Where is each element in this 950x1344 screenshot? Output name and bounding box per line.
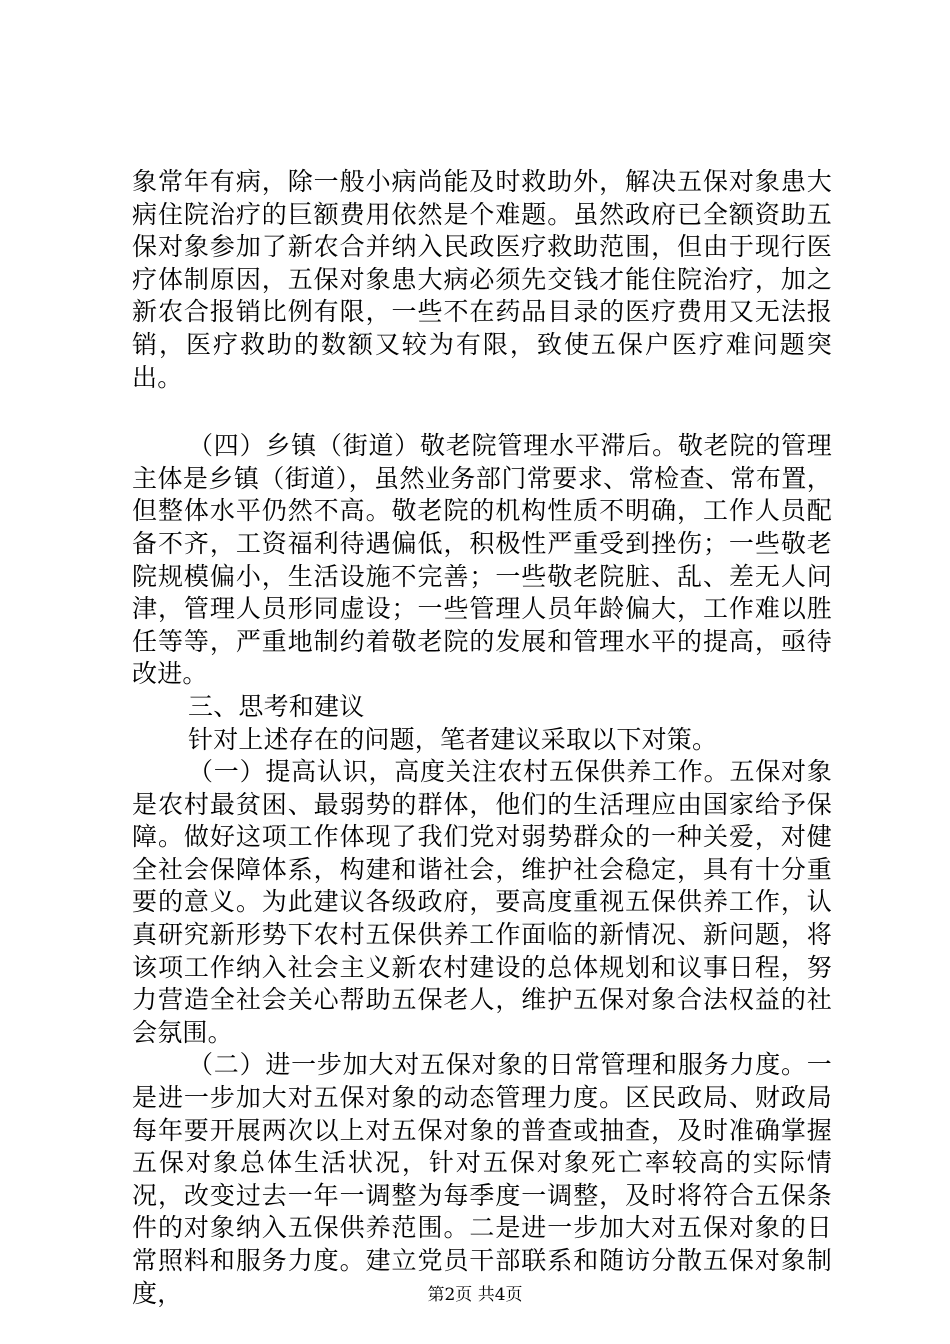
paragraph-countermeasures-intro: 针对上述存在的问题，笔者建议采取以下对策。 <box>188 724 718 754</box>
page-footer: 第2页 共4页 <box>427 1285 523 1305</box>
paragraph-daily-management: （二）进一步加大对五保对象的日常管理和服务力度。一是进一步加大对五保对象的动态管理力度。区民政局、财政局每年要开展两次以上对五保对象的普查或抽查，及时准确掌握五保对象总体生活状况，针对五保对象死亡率较高的实际情况，改变过去一年一调整为每季度一调整，及时将符合五保条件的对象纳入五保供养范围。二是进一步加大对五保对象的日常照料和服务力度。建立党员干部联系和随访分散五保对象制度， <box>132 1050 832 1308</box>
paragraph-medical-difficulty: 象常年有病，除一般小病尚能及时救助外，解决五保对象患大病住院治疗的巨额费用依然是个难题。虽然政府已全额资助五保对象参加了新农合并纳入民政医疗救助范围，但由于现行医疗体制原因，五保对象患大病必须先交钱才能住院治疗，加之新农合报销比例有限，一些不在药品目录的医疗费用又无法报销，医疗救助的数额又较为有限，致使五保户医疗难问题突出。 <box>132 167 832 392</box>
document-body <box>132 166 832 1310</box>
paragraph-raise-awareness: （一）提高认识，高度关注农村五保供养工作。五保对象是农村最贫困、最弱势的群体，他们的生活理应由国家给予保障。做好这项工作体现了我们党对弱势群众的一种关爱，对健全社会保障体系，构建和谐社会，维护社会稳定，具有十分重要的意义。为此建议各级政府，要高度重视五保供养工作，认真研究新形势下农村五保供养工作面临的新情况、新问题，将该项工作纳入社会主义新农村建设的总体规划和议事日程，努力营造全社会关心帮助五保老人，维护五保对象合法权益的社会氛围。 <box>132 757 832 1047</box>
paragraph-nursing-home-management: （四）乡镇（街道）敬老院管理水平滞后。敬老院的管理主体是乡镇（街道），虽然业务部门常要求、常检查、常布置，但整体水平仍然不高。敬老院的机构性质不明确，工作人员配备不齐，工资福利待遇偏低，积极性严重受到挫伤；一些敬老院规模偏小，生活设施不完善；一些敬老院脏、乱、差无人问津，管理人员形同虚设；一些管理人员年龄偏大，工作难以胜任等等，严重地制约着敬老院的发展和管理水平的提高，亟待改进。 <box>132 431 832 689</box>
section-heading-suggestions: 三、思考和建议 <box>188 691 365 721</box>
